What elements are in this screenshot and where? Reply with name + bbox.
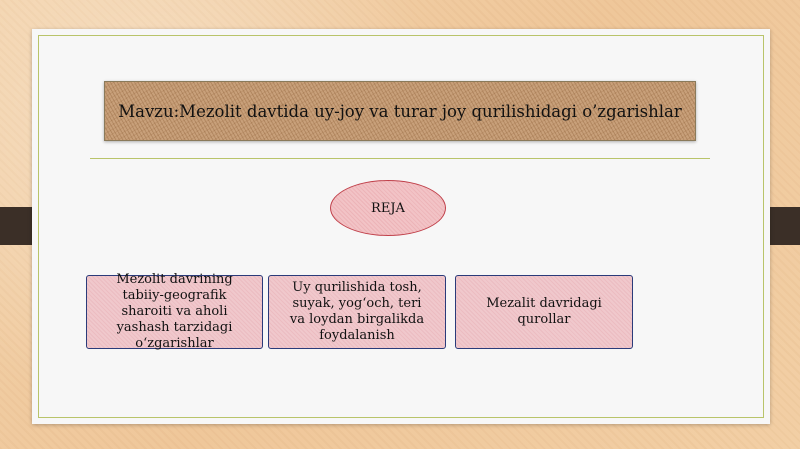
plan-item-text: Mezolit davrining tabiiy-geografik sharoiti va aholi yashash tarzidagi o‘zgarishlar [116,272,233,351]
plan-label: REJA [371,200,405,216]
plan-oval [330,180,446,236]
plan-item-box [268,275,446,349]
slide-title: Mavzu:Mezolit davtida uy-joy va turar joy qurilishidagi o’zgarishlar [118,101,682,121]
plan-item-box [455,275,633,349]
title-divider [90,158,710,159]
plan-item-text: Mezalit davridagi qurollar [486,296,602,327]
plan-item-text: Uy qurilishida tosh, suyak, yog‘och, teri va loydan birgalikda foydalanish [289,280,425,343]
title-box [104,81,696,141]
plan-item-box [86,272,263,351]
